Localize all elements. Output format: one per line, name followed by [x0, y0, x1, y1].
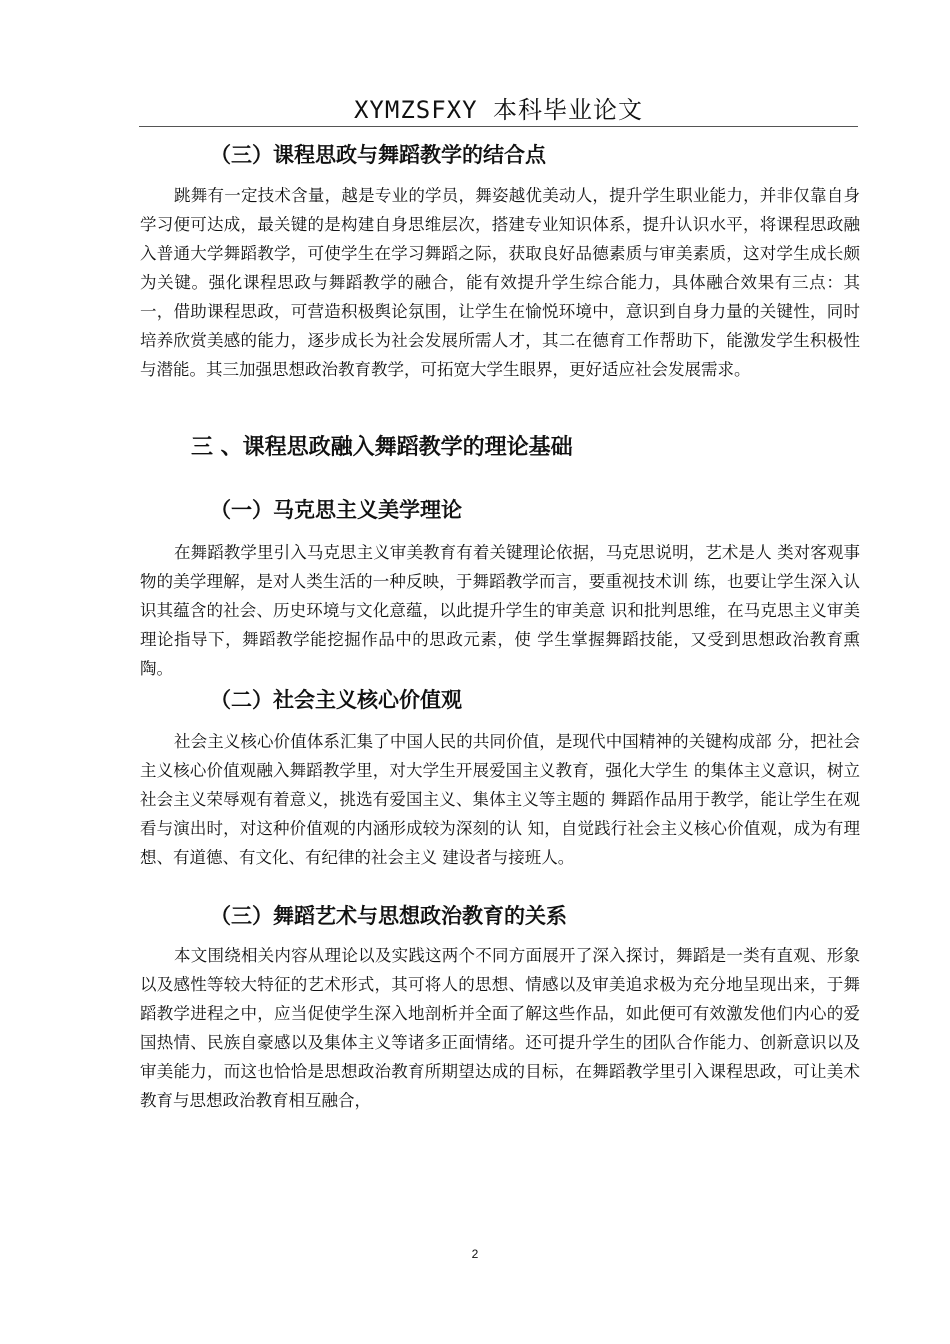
paragraph-core-values: 社会主义核心价值体系汇集了中国人民的共同价值，是现代中国精神的关键构成部 分，把社会主义核心价值观融入舞蹈教学里，对大学生开展爱国主义教育，强化大学生 的集体主义意识，树立社会主义荣辱观有着意义，挑选有爱国主义、集体主义等主题的 舞蹈作品用于教学，能让学生在观看与演出时，对这种价值观的内涵形成较为深刻的认 知，自觉践行社会主义核心价值观，成为有理想、有道德、有文化、有纪律的社会主义 建设者与接班人。: [140, 732, 860, 867]
section-heading-core-values: （二）社会主义核心价值观: [210, 688, 462, 712]
paragraph-integration-points: 跳舞有一定技术含量，越是专业的学员，舞姿越优美动人，提升学生职业能力，并非仅靠自身学习便可达成，最关键的是构建自身思维层次，搭建专业知识体系，提升认识水平，将课程思政融入普通大学舞蹈教学，可使学生在学习舞蹈之际，获取良好品德素质与审美素质，这对学生成长颇为关键。强化课程思政与舞蹈教学的融合，能有效提升学生综合能力，具体融合效果有三点：其一，借助课程思政，可营造积极舆论氛围，让学生在愉悦环境中，意识到自身力量的关键性，同时培养欣赏美感的能力，逐步成长为社会发展所需人才，其二在德育工作帮助下，能激发学生积极性与潜能。其三加强思想政治教育教学，可拓宽大学生眼界，更好适应社会发展需求。: [140, 186, 860, 379]
paragraph-marxist-aesthetics: 在舞蹈教学里引入马克思主义审美教育有着关键理论依据，马克思说明，艺术是人 类对客观事物的美学理解，是对人类生活的一种反映，于舞蹈教学而言，要重视技术训 练，也要让学生深入认识其蕴含的社会、历史环境与文化意蕴，以此提升学生的审美意 识和批判思维，在马克思主义审美理论指导下，舞蹈教学能挖掘作品中的思政元素，使 学生掌握舞蹈技能，又受到思想政治教育熏陶。: [140, 543, 860, 678]
section-heading-integration-points: （三）课程思政与舞蹈教学的结合点: [210, 143, 546, 167]
page-number: 2: [471, 1247, 479, 1261]
section-heading-marxist-aesthetics: （一）马克思主义美学理论: [210, 498, 462, 522]
header-title: XYMZSFXY 本科毕业论文: [353, 96, 644, 124]
page-header: [139, 88, 858, 127]
section-heading-dance-and-politics: （三）舞蹈艺术与思想政治教育的关系: [210, 904, 567, 928]
chapter-heading-theoretical-basis: 三 、课程思政融入舞蹈教学的理论基础: [191, 435, 573, 460]
paragraph-dance-and-politics: 本文围绕相关内容从理论以及实践这两个不同方面展开了深入探讨，舞蹈是一类有直观、形象以及感性等较大特征的艺术形式，其可将人的思想、情感以及审美追求极为充分地呈现出来，于舞蹈教学进程之中，应当促使学生深入地剖析并全面了解这些作品，如此便可有效激发他们内心的爱国热情、民族自豪感以及集体主义等诸多正面情绪。还可提升学生的团队合作能力、创新意识以及审美能力，而这也恰恰是思想政治教育所期望达成的目标，在舞蹈教学里引入课程思政，可让美术教育与思想政治教育相互融合，: [140, 946, 860, 1110]
